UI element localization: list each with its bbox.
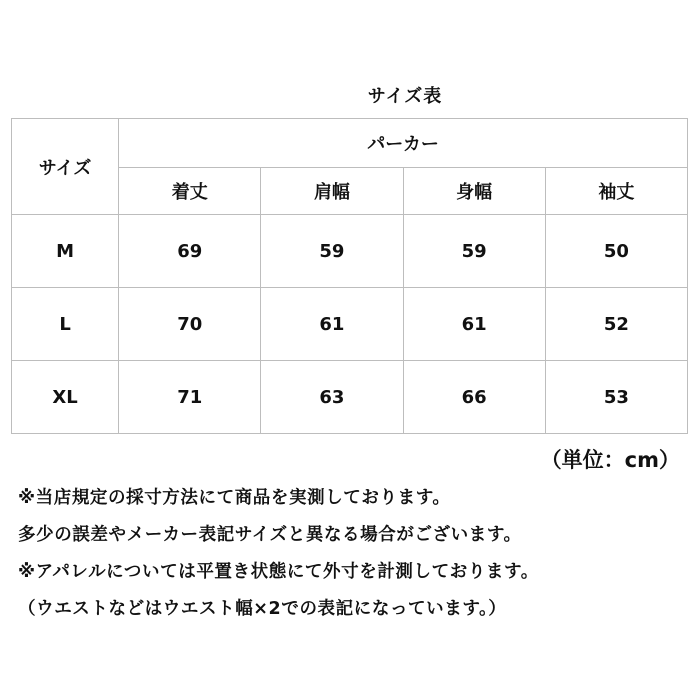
column-header-length: 着丈	[119, 168, 261, 215]
table-cell: 66	[403, 361, 545, 434]
row-size-label: L	[12, 288, 119, 361]
table-row	[12, 288, 688, 361]
table-row	[12, 215, 688, 288]
table-cell: 69	[119, 215, 261, 288]
note-line: （ウエストなどはウエスト幅×2での表記になっています。）	[18, 599, 507, 619]
table-title: サイズ表	[367, 86, 443, 107]
column-header-chest: 身幅	[403, 168, 545, 215]
note-line: ※アパレルについては平置き状態にて外寸を計測しております。	[18, 562, 539, 582]
table-row	[12, 361, 688, 434]
table-cell: 50	[545, 215, 687, 288]
table-header-row	[12, 119, 688, 168]
table-cell: 70	[119, 288, 261, 361]
column-header-sleeve: 袖丈	[545, 168, 687, 215]
notes-block	[18, 480, 688, 628]
table-cell: 59	[261, 215, 403, 288]
table-cell: 59	[403, 215, 545, 288]
note-line: 多少の誤差やメーカー表記サイズと異なる場合がございます。	[18, 525, 522, 545]
column-header-shoulder: 肩幅	[261, 168, 403, 215]
table-cell: 52	[545, 288, 687, 361]
size-header-cell: サイズ	[12, 119, 119, 215]
row-size-label: M	[12, 215, 119, 288]
table-cell: 61	[403, 288, 545, 361]
note-line: ※当店規定の採寸方法にて商品を実測しております。	[18, 488, 451, 508]
row-size-label: XL	[12, 361, 119, 434]
table-cell: 53	[545, 361, 687, 434]
unit-note: （単位：cm）	[540, 448, 680, 472]
garment-header-cell: パーカー	[119, 119, 688, 168]
table-cell: 71	[119, 361, 261, 434]
table-cell: 61	[261, 288, 403, 361]
table-cell: 63	[261, 361, 403, 434]
size-table	[11, 118, 688, 434]
